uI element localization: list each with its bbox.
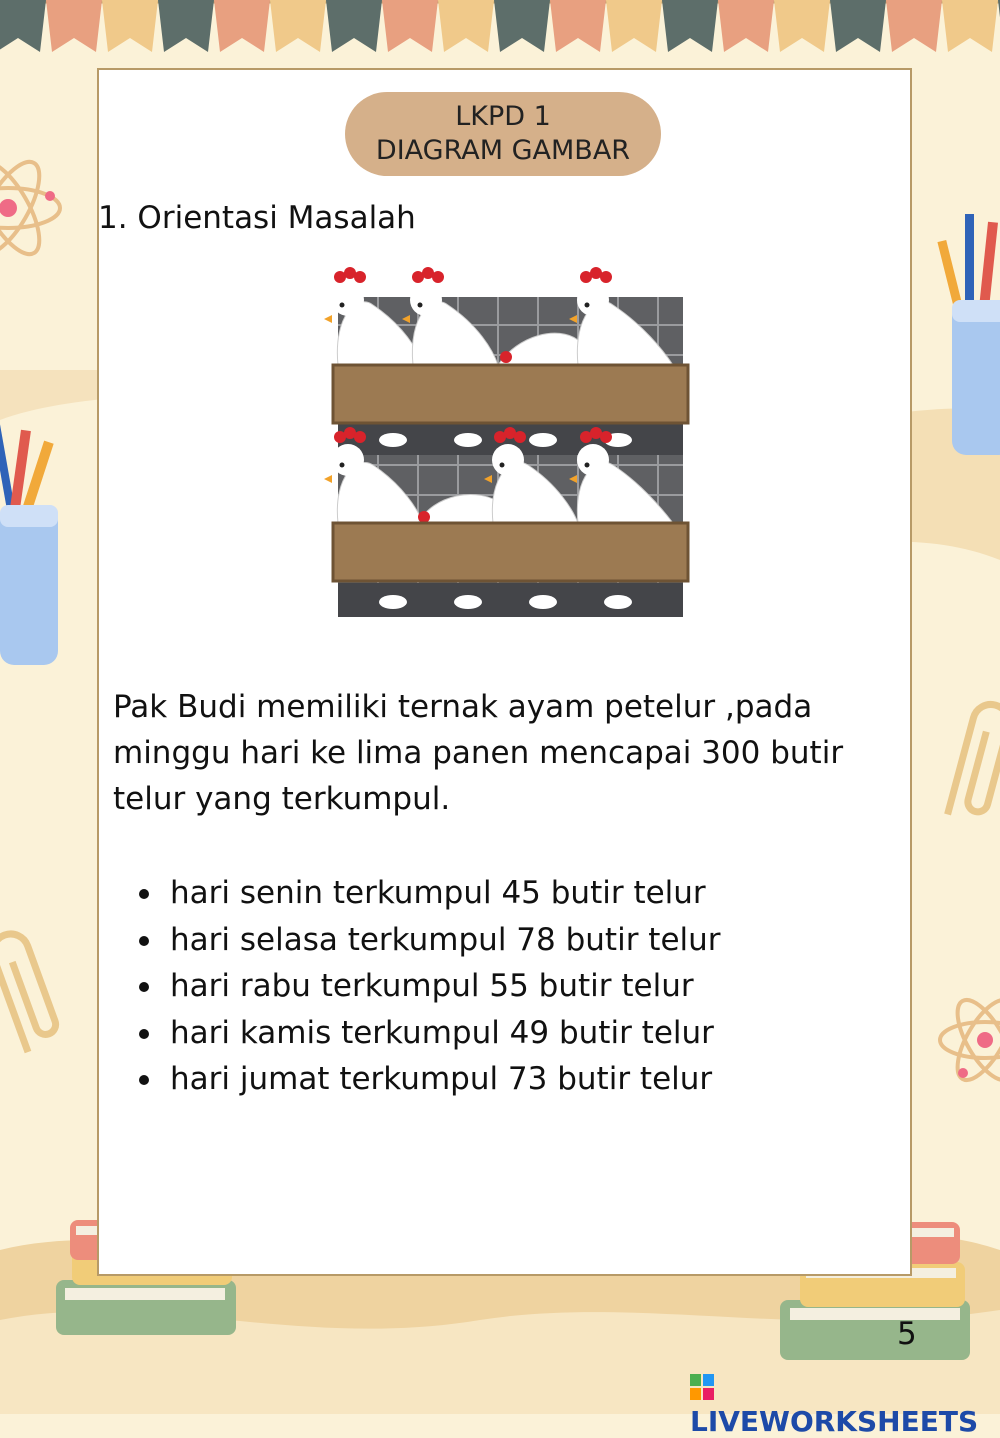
bunting-flag bbox=[774, 0, 830, 52]
bullet-icon bbox=[139, 982, 149, 992]
bunting-flag bbox=[718, 0, 774, 52]
bunting-flag bbox=[886, 0, 942, 52]
pencil-cup-icon bbox=[0, 422, 58, 665]
liveworksheets-logo-icon bbox=[690, 1374, 714, 1400]
problem-text: Pak Budi memiliki ternak ayam petelur ,pada minggu hari ke lima panen mencapai 300 butir telur yang terkumpul. bbox=[113, 689, 844, 817]
bunting-flag bbox=[270, 0, 326, 52]
bunting-flag bbox=[158, 0, 214, 52]
bunting-flags bbox=[0, 0, 1000, 52]
bunting-flag bbox=[494, 0, 550, 52]
bunting-flag bbox=[438, 0, 494, 52]
list-item: hari rabu terkumpul 55 butir telur bbox=[120, 963, 721, 1010]
bunting-flag bbox=[102, 0, 158, 52]
chicken-cage-illustration bbox=[318, 265, 698, 625]
paperclip-icon bbox=[0, 929, 62, 1052]
title-line-2: DIAGRAM GAMBAR bbox=[375, 135, 631, 166]
title-pill bbox=[345, 92, 661, 176]
list-item: hari senin terkumpul 45 butir telur bbox=[120, 870, 721, 917]
bullet-icon bbox=[139, 1075, 149, 1085]
bullet-icon bbox=[139, 889, 149, 899]
list-item: hari jumat terkumpul 73 butir telur bbox=[120, 1056, 721, 1103]
bunting-flag bbox=[662, 0, 718, 52]
egg-count-list bbox=[120, 870, 721, 1103]
bunting-flag bbox=[830, 0, 886, 52]
bunting-flag bbox=[46, 0, 102, 52]
page-number: 5 bbox=[897, 1316, 917, 1352]
bunting-flag bbox=[606, 0, 662, 52]
bunting-flag bbox=[214, 0, 270, 52]
list-item: hari selasa terkumpul 78 butir telur bbox=[120, 917, 721, 964]
bunting-flag bbox=[942, 0, 998, 52]
title-line-1: LKPD 1 bbox=[455, 101, 551, 132]
bunting-flag bbox=[382, 0, 438, 52]
bunting-flag bbox=[550, 0, 606, 52]
brand-logo[interactable] bbox=[690, 1372, 990, 1438]
bunting-flag bbox=[0, 0, 46, 52]
brand-text: LIVEWORKSHEETS bbox=[690, 1405, 979, 1438]
section-heading: 1. Orientasi Masalah bbox=[98, 200, 416, 236]
list-item: hari kamis terkumpul 49 butir telur bbox=[120, 1010, 721, 1057]
atom-icon bbox=[0, 153, 60, 263]
paperclip-icon bbox=[948, 700, 1000, 823]
bullet-icon bbox=[139, 1029, 149, 1039]
bullet-icon bbox=[139, 936, 149, 946]
atom-icon bbox=[940, 992, 1000, 1088]
bunting-flag bbox=[326, 0, 382, 52]
